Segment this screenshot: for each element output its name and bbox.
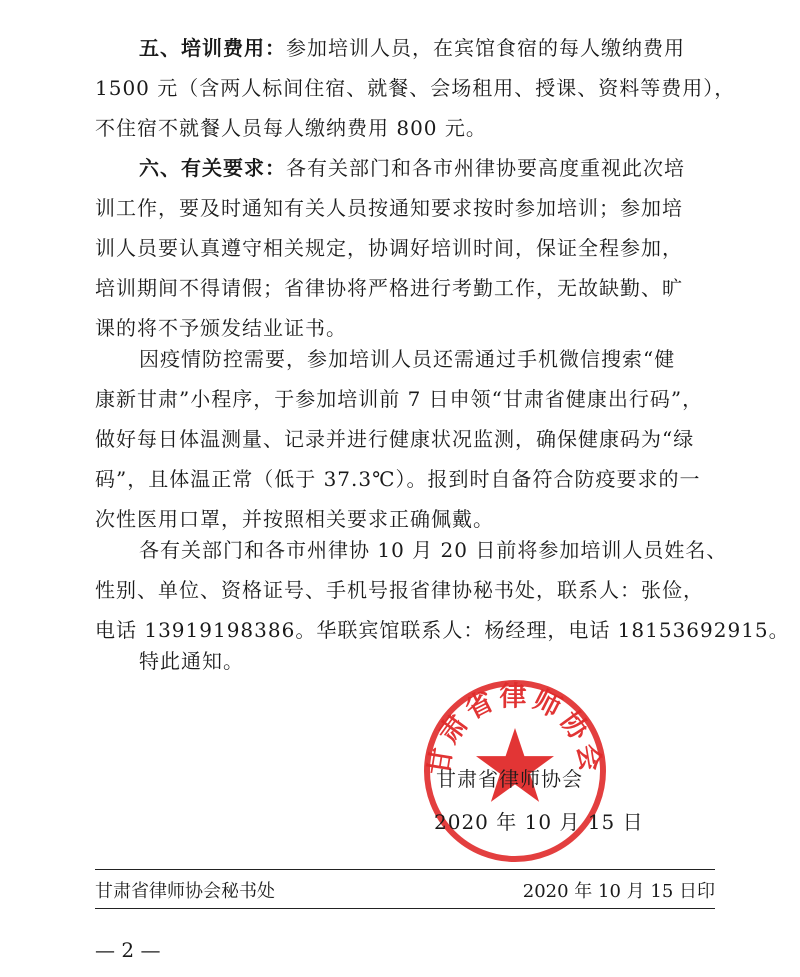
paragraph-line: 次性医用口罩，并按照相关要求正确佩戴。 <box>95 507 494 531</box>
signature-date: 2020 年 10 月 15 日 <box>434 810 644 834</box>
paragraph-line: 各有关部门和各市州律协 10 月 20 日前将参加培训人员姓名、 <box>139 538 728 562</box>
paragraph-line: 码”，且体温正常（低于 37.3℃）。报到时自备符合防疫要求的一 <box>95 467 701 491</box>
section-requirements <box>95 148 715 348</box>
paragraph-line: 1500 元（含两人标间住宿、就餐、会场租用、授课、资料等费用）， <box>95 76 736 100</box>
paragraph-line: 因疫情防控需要，参加培训人员还需通过手机微信搜索“健 <box>139 347 676 371</box>
paragraph-line: 不住宿不就餐人员每人缴纳费用 800 元。 <box>95 116 487 140</box>
closing-paragraph <box>95 641 715 681</box>
section-heading: 五、培训费用： <box>139 36 286 60</box>
closing-text: 特此通知。 <box>139 649 244 673</box>
section-heading: 六、有关要求： <box>139 156 286 180</box>
signature-organization: 甘肃省律师协会 <box>436 767 583 791</box>
paragraph-line: 各有关部门和各市州律协要高度重视此次培 <box>286 156 685 180</box>
paragraph-line: 做好每日体温测量、记录并进行健康状况监测，确保健康码为“绿 <box>95 427 695 451</box>
footer-top-rule <box>95 869 715 870</box>
paragraph-line: 性别、单位、资格证号、手机号报省律协秘书处，联系人：张俭， <box>95 578 704 602</box>
paragraph-line: 培训期间不得请假；省律协将严格进行考勤工作，无故缺勤、旷 <box>95 276 683 300</box>
paragraph-line: 训工作，要及时通知有关人员按通知要求按时参加培训；参加培 <box>95 196 683 220</box>
footer-issuer: 甘肃省律师协会秘书处 <box>95 881 275 902</box>
epidemic-paragraph <box>95 339 715 539</box>
section-training-fees <box>95 28 736 148</box>
paragraph-line: 训人员要认真遵守相关规定，协调好培训时间，保证全程参加， <box>95 236 683 260</box>
seal-text: 甘肃省律师协会 <box>423 681 607 778</box>
paragraph-line: 课的将不予颁发结业证书。 <box>95 316 347 340</box>
footer-print-date: 2020 年 10 月 15 日印 <box>522 881 715 902</box>
footer-bottom-rule <box>95 908 715 909</box>
paragraph-line: 参加培训人员，在宾馆食宿的每人缴纳费用 <box>286 36 685 60</box>
paragraph-line: 康新甘肃”小程序，于参加培训前 7 日申领“甘肃省健康出行码”， <box>95 387 704 411</box>
paragraph-line: 电话 13919198386。华联宾馆联系人：杨经理，电话 18153692915。 <box>95 618 790 642</box>
page-number: — 2 — <box>95 938 161 962</box>
registration-paragraph <box>95 530 790 650</box>
